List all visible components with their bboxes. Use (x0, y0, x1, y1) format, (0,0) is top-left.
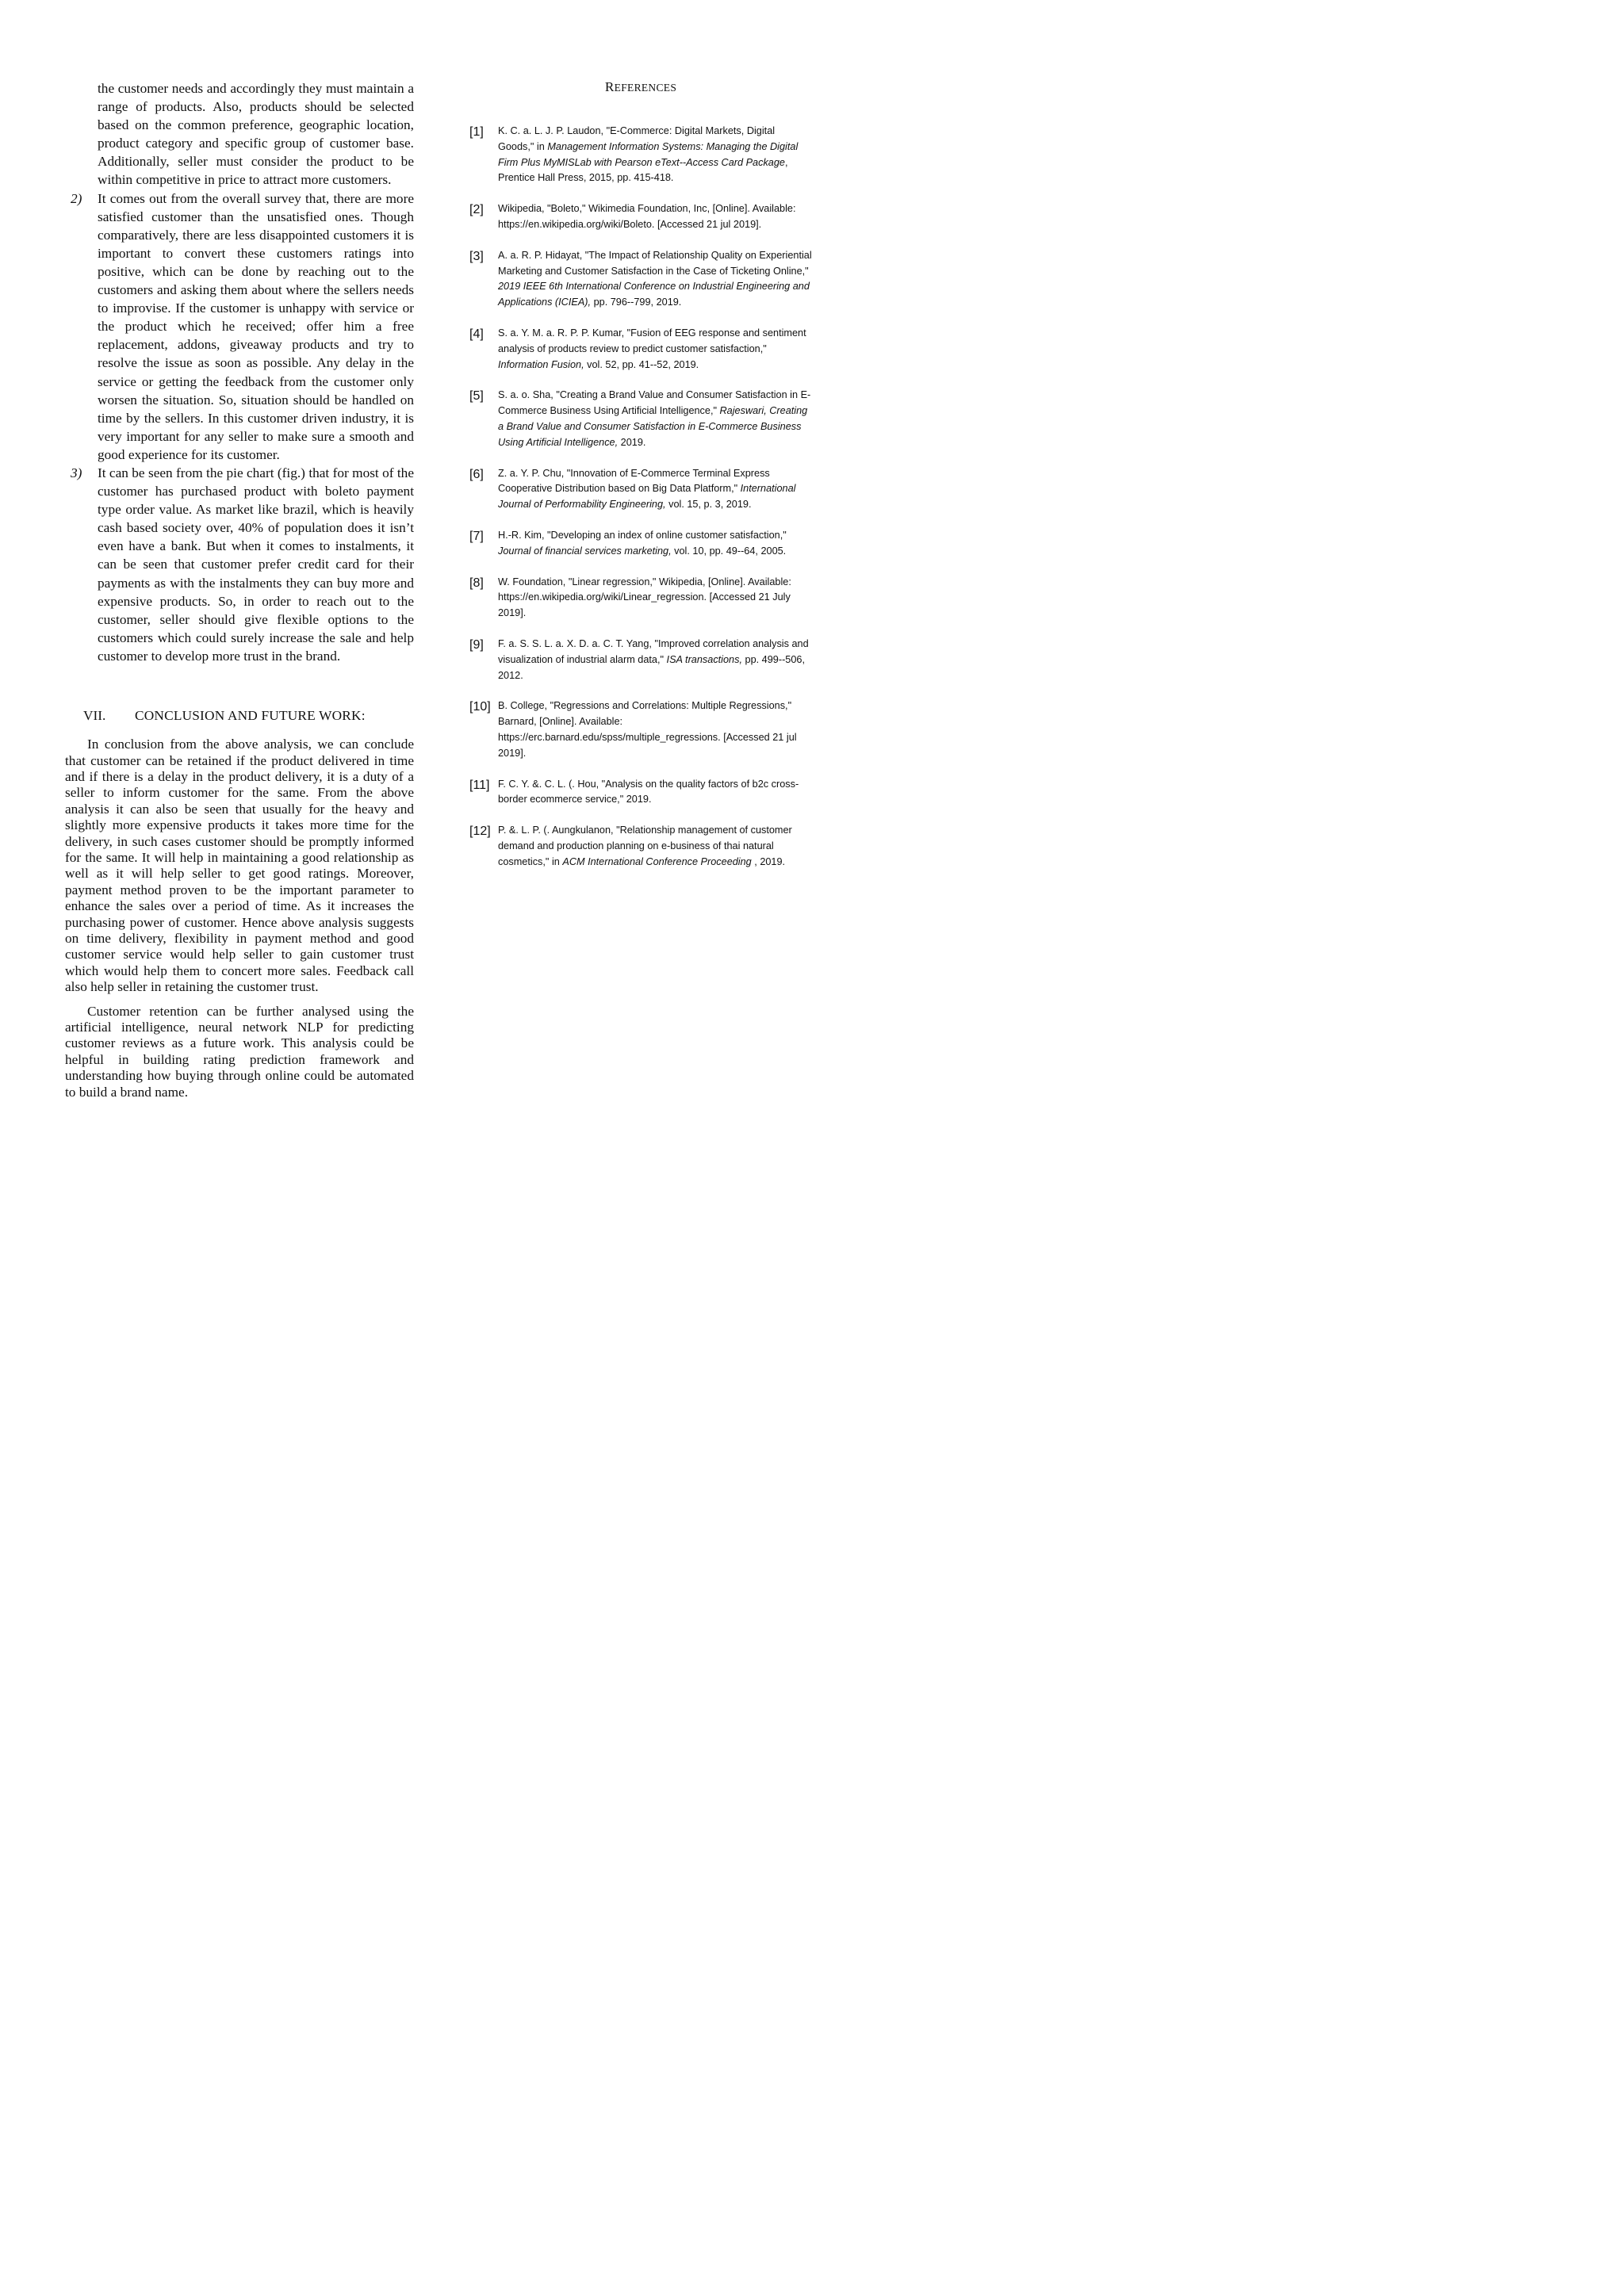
reference-number: [6] (469, 467, 484, 481)
reference-item (469, 823, 812, 870)
reference-number: [12] (469, 825, 491, 839)
item-text: It comes out from the overall survey that, there are more satisfied customer than the unsatisfied ones. Though comparatively, there are less disappointed customers it is important to convert these customers ratings into positive, which can be done by reaching out to the customers and asking them about where the sellers needs to improvise. If the customer is unhappy with service or the product which he received; offer him a free replacement, addons, giveaway products and try to resolve the issue as soon as possible. Any delay in the service or getting the feedback from the customer only worsen the situation. So, situation should be handled on time by the sellers. In this customer driven industry, it is very important for any seller to make sure a smooth and good experience for its customer. (98, 190, 414, 462)
reference-text-tail: pp. 499--506, 2012. (498, 653, 805, 681)
reference-text (498, 201, 812, 233)
reference-number: [9] (469, 637, 484, 652)
reference-text-italic: International Journal of Performability Engineering, (498, 483, 796, 511)
reference-number: [7] (469, 529, 484, 543)
reference-item (469, 388, 812, 450)
numbered-item (65, 189, 414, 464)
reference-text-plain: H.-R. Kim, "Developing an index of online customer satisfaction," (498, 529, 787, 541)
reference-text-plain: A. a. R. P. Hidayat, "The Impact of Relationship Quality on Experiential Marketing and Customer Satisfaction in the Case of Ticketing Online," (498, 249, 812, 277)
reference-text-plain: K. C. a. L. J. P. Laudon, "E-Commerce: Digital Markets, Digital Goods," in (498, 125, 776, 152)
reference-item (469, 124, 812, 186)
references-heading-rest: EFERENCES (614, 82, 677, 94)
section-heading (65, 706, 414, 725)
reference-text-plain: F. a. S. S. L. a. X. D. a. C. T. Yang, "Improved correlation analysis and visualization of industrial alarm data," (498, 637, 809, 665)
reference-text-italic: Journal of financial services marketing, (498, 545, 672, 557)
reference-text-plain: S. a. o. Sha, "Creating a Brand Value and Consumer Satisfaction in E-Commerce Business Using Artificial Intelligence," (498, 389, 811, 417)
reference-text (498, 466, 812, 513)
reference-text-tail: 2019. (618, 436, 646, 448)
reference-list (469, 124, 812, 870)
reference-number: [11] (469, 778, 490, 792)
reference-number: [3] (469, 249, 484, 263)
reference-text-tail: vol. 10, pp. 49--64, 2005. (671, 545, 787, 557)
body-paragraph: Customer retention can be further analysed using the artificial intelligence, neural network NLP for predicting customer reviews as a future work. This analysis could be helpful in building rating prediction framework and understanding how buying through online could be automated to build a brand name. (65, 1003, 414, 1100)
reference-text-plain: B. College, "Regressions and Correlations: Multiple Regressions," Barnard, [Online]. Available: https://erc.barnard.edu/spss/multiple_regressions. [Accessed 21 jul 2019]. (498, 700, 797, 759)
reference-text (498, 388, 812, 450)
reference-text-tail: vol. 15, p. 3, 2019. (665, 499, 752, 511)
reference-text (498, 248, 812, 311)
reference-text-italic: ACM International Conference Proceeding (562, 855, 752, 867)
references-heading-initial: R (604, 79, 615, 94)
reference-text-plain: S. a. Y. M. a. R. P. P. Kumar, "Fusion of EEG response and sentiment analysis of products review to predict customer satisfaction," (498, 327, 806, 354)
reference-item (469, 575, 812, 622)
reference-text (498, 575, 812, 622)
reference-item (469, 777, 812, 809)
reference-item (469, 466, 812, 513)
item-number: 2) (71, 190, 82, 206)
reference-text-italic: ISA transactions, (666, 653, 742, 665)
references-column (469, 79, 812, 885)
item-number: 3) (71, 465, 82, 480)
reference-text-plain: Z. a. Y. P. Chu, "Innovation of E-Commerce Terminal Express Cooperative Distribution based on Big Data Platform," (498, 467, 770, 495)
reference-text-italic: 2019 IEEE 6th International Conference on Industrial Engineering and Applications (ICIEA), (498, 281, 810, 308)
reference-text (498, 637, 812, 683)
reference-item (469, 698, 812, 761)
left-column (65, 79, 414, 1108)
reference-text-italic: Rajeswari, Creating a Brand Value and Consumer Satisfaction in E-Commerce Business Using Artificial Intelligence, (498, 405, 808, 448)
numbered-item (65, 464, 414, 665)
reference-text (498, 777, 812, 809)
item-text: It can be seen from the pie chart (fig.) that for most of the customer has purchased product with boleto payment type order value. As market like brazil, which is heavily cash based society over, 40% of population does it isn’t even have a bank. But when it comes to instalments, it can be seen that customer prefer credit card for their payments as with the instalments they can buy more and expensive products. So, in order to reach out to the customer, seller should give flexible options to the customers which could surely increase the sale and help customer to develop more trust in the brand. (98, 465, 414, 664)
reference-text (498, 528, 812, 560)
reference-text-italic: Information Fusion, (498, 358, 584, 370)
reference-text (498, 124, 812, 186)
reference-number: [8] (469, 576, 484, 590)
reference-text-plain: W. Foundation, "Linear regression," Wikipedia, [Online]. Available: https://en.wikipedia.org/wiki/Linear_regression. [Accessed 21 July 2019]. (498, 576, 791, 619)
references-heading (469, 79, 812, 95)
continuation-text: the customer needs and accordingly they must maintain a range of products. Also, products should be selected based on the common preference, geographic location, product category and specific group of customer base. Additionally, seller must consider the product to be within competitive in price to attract more customers. (98, 81, 414, 188)
reference-text-plain: P. &. L. P. (. Aungkulanon, "Relationship management of customer demand and production planning on e-business of thai natural cosmetics," in (498, 825, 792, 867)
reference-text-tail: pp. 796--799, 2019. (591, 297, 682, 308)
body-paragraph: In conclusion from the above analysis, we can conclude that customer can be retained if the product delivered in time and if there is a delay in the product delivery, it is a duty of a seller to inform customer for the same. From the above analysis it can also be seen that usually for the heavy and slightly more expensive products it takes more time for the delivery, in such cases customer should be promptly informed for the same. It will help in maintaining a good relationship as well as it will help seller to get good ratings. Moreover, payment method proven to be the important parameter to enhance the sales over a period of time. As it increases the purchasing power of customer. Hence above analysis suggests on time delivery, flexibility in payment method and good customer service would help seller to gain customer trust which would help them to concert more sales. Feedback call also help seller in retaining the customer trust. (65, 737, 414, 995)
reference-number: [5] (469, 389, 484, 404)
reference-text-tail: , Prentice Hall Press, 2015, pp. 415-418. (498, 156, 788, 184)
reference-number: [2] (469, 203, 484, 217)
reference-item (469, 201, 812, 233)
reference-text-tail: , 2019. (751, 855, 786, 867)
reference-text (498, 698, 812, 761)
reference-text-plain: Wikipedia, "Boleto," Wikimedia Foundation, Inc, [Online]. Available: https://en.wikipedia.org/wiki/Boleto. [Accessed 21 jul 2019]. (498, 203, 796, 230)
reference-number: [10] (469, 700, 491, 714)
paper-page (0, 0, 872, 1231)
reference-text (498, 823, 812, 870)
reference-text-tail: vol. 52, pp. 41--52, 2019. (584, 358, 699, 370)
reference-text (498, 326, 812, 373)
reference-item (469, 528, 812, 560)
reference-text-italic: Management Information Systems: Managing the Digital Firm Plus MyMISLab with Pearson eText--Access Card Package (498, 140, 799, 168)
reference-number: [4] (469, 327, 484, 341)
section-number: VII. (83, 708, 106, 723)
section-title: CONCLUSION AND FUTURE WORK: (135, 708, 366, 723)
reference-item (469, 326, 812, 373)
reference-item (469, 248, 812, 311)
reference-text-plain: F. C. Y. &. C. L. (. Hou, "Analysis on the quality factors of b2c cross-border ecommerce service," 2019. (498, 778, 799, 806)
reference-number: [1] (469, 125, 484, 139)
reference-item (469, 637, 812, 683)
